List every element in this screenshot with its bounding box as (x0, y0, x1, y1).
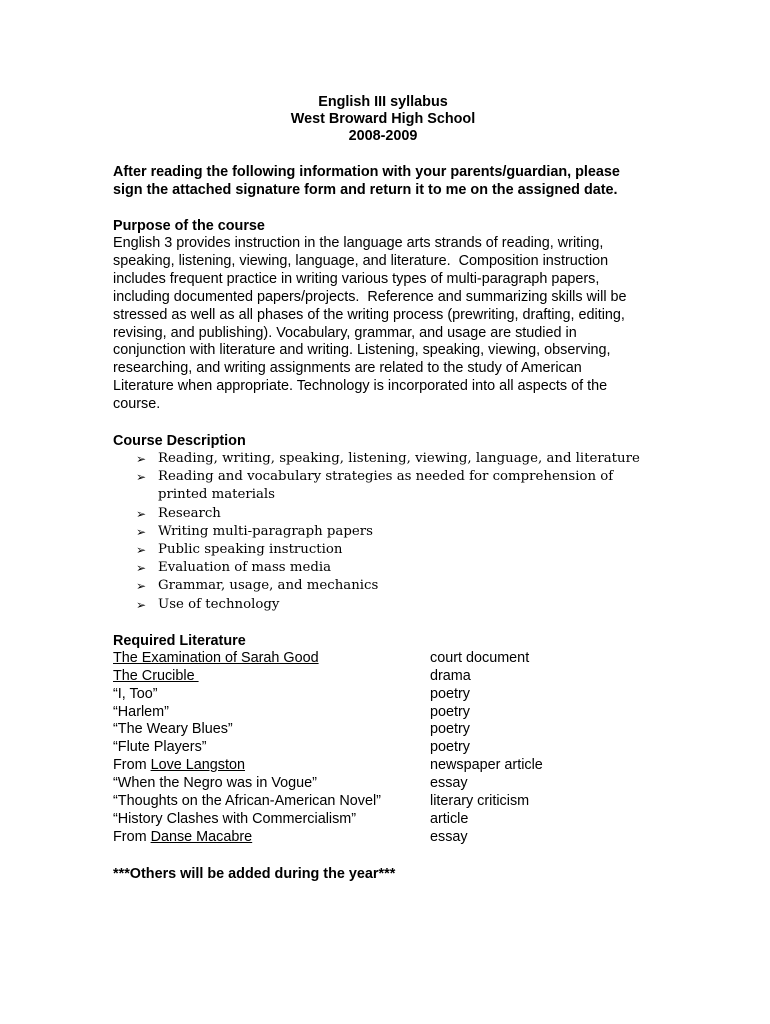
literature-row (113, 775, 673, 793)
literature-title: “The Weary Blues” (113, 721, 233, 738)
literature-title-cell (113, 793, 430, 811)
literature-row (113, 650, 673, 668)
literature-title-cell (113, 686, 430, 704)
literature-title-cell (113, 668, 430, 686)
arrow-bullet-icon: ➢ (136, 452, 147, 467)
literature-type: article (430, 810, 469, 827)
course-description-item (113, 450, 658, 468)
instructions-line: After reading the following information with your parents/guardian, please (113, 164, 620, 180)
literature-prefix: From (113, 828, 151, 845)
course-description-heading: Course Description (113, 433, 246, 450)
literature-row (113, 668, 673, 686)
arrow-bullet-icon: ➢ (136, 543, 147, 558)
required-literature-table (113, 650, 673, 847)
literature-title: The Examination of Sarah Good (113, 649, 319, 666)
arrow-bullet-icon: ➢ (136, 524, 147, 539)
purpose-line: English 3 provides instruction in the language arts strands of reading, writing, (113, 235, 604, 251)
arrow-bullet-icon: ➢ (136, 579, 147, 594)
literature-type: poetry (430, 721, 470, 738)
literature-row (113, 757, 673, 775)
course-description-item (113, 559, 658, 577)
purpose-line: including documented papers/projects. Reference and summarizing skills will be (113, 288, 627, 305)
purpose-line: speaking, listening, viewing, language, and literature. Composition instruction (113, 252, 609, 269)
document-header (113, 94, 653, 145)
purpose-line: includes frequent practice in writing various types of multi-paragraph papers, (113, 270, 600, 287)
literature-title-cell (113, 704, 430, 722)
course-description-text: Reading, writing, speaking, listening, viewing, language, and literature (158, 451, 640, 467)
course-description-text: Writing multi-paragraph papers (158, 523, 373, 539)
literature-type: newspaper article (430, 757, 543, 774)
literature-type: essay (430, 775, 468, 792)
literature-type: literary criticism (430, 793, 530, 810)
literature-row (113, 793, 673, 811)
literature-title: “When the Negro was in Vogue” (113, 775, 317, 792)
literature-prefix: From (113, 757, 151, 774)
arrow-bullet-icon: ➢ (136, 506, 147, 521)
literature-title-cell (113, 829, 430, 847)
instructions-line: sign the attached signature form and return it to me on the assigned date. (113, 182, 618, 198)
syllabus-page (113, 94, 673, 883)
purpose-line: revising, and publishing). Vocabulary, grammar, and usage are studied in (113, 324, 577, 341)
literature-row (113, 704, 673, 722)
literature-title: “I, Too” (113, 685, 158, 702)
literature-title: “Thoughts on the African-American Novel” (113, 793, 381, 810)
course-description-item (113, 523, 658, 541)
course-description-text: Grammar, usage, and mechanics (158, 578, 379, 594)
literature-title: “History Clashes with Commercialism” (113, 810, 357, 827)
course-description-text: Reading and vocabulary strategies as needed for comprehension of printed materials (158, 469, 614, 503)
course-description-text: Evaluation of mass media (158, 560, 332, 576)
literature-title: “Harlem” (113, 703, 169, 720)
course-description-text: Use of technology (158, 596, 280, 612)
literature-title-cell (113, 721, 430, 739)
literature-row (113, 686, 673, 704)
course-description-list (113, 450, 673, 614)
course-description-item (113, 577, 658, 595)
purpose-heading: Purpose of the course (113, 218, 265, 234)
literature-type: court document (430, 649, 530, 666)
literature-title: “Flute Players” (113, 739, 207, 756)
literature-title-cell (113, 650, 430, 668)
literature-type: drama (430, 667, 471, 684)
literature-title: The Crucible (113, 667, 199, 684)
arrow-bullet-icon: ➢ (136, 470, 147, 485)
course-description-item (113, 505, 658, 523)
literature-title: Danse Macabre (150, 828, 253, 845)
literature-title-cell (113, 811, 430, 829)
literature-type: poetry (430, 739, 470, 756)
course-description-item (113, 541, 658, 559)
course-description-text: Research (158, 505, 221, 521)
parent-instructions (113, 163, 673, 199)
literature-title: Love Langston (150, 757, 245, 774)
literature-row (113, 811, 673, 829)
course-description-item (113, 596, 658, 614)
literature-type: essay (430, 828, 468, 845)
footer-note: ***Others will be added during the year*** (113, 865, 396, 882)
school-name: West Broward High School (290, 111, 476, 127)
document-title: English III syllabus (318, 94, 448, 110)
literature-title-cell (113, 757, 430, 775)
required-literature-heading: Required Literature (113, 632, 246, 649)
purpose-line: researching, and writing assignments are related to the study of American (113, 360, 582, 377)
arrow-bullet-icon: ➢ (136, 597, 147, 612)
literature-row (113, 829, 673, 847)
arrow-bullet-icon: ➢ (136, 561, 147, 576)
literature-type: poetry (430, 685, 470, 702)
course-description-text: Public speaking instruction (158, 542, 343, 558)
purpose-line: stressed as well as all phases of the writing process (prewriting, drafting, editing, (113, 306, 625, 323)
course-description-item (113, 468, 658, 504)
literature-row (113, 739, 673, 757)
purpose-line: conjunction with literature and writing. Listening, speaking, viewing, observing, (113, 342, 611, 359)
literature-type: poetry (430, 703, 470, 720)
school-year: 2008-2009 (348, 128, 418, 144)
purpose-paragraph (113, 235, 658, 414)
literature-title-cell (113, 775, 430, 793)
purpose-line: Literature when appropriate. Technology is incorporated into all aspects of the (113, 378, 608, 395)
purpose-line: course. (113, 396, 161, 413)
literature-row (113, 721, 673, 739)
literature-title-cell (113, 739, 430, 757)
